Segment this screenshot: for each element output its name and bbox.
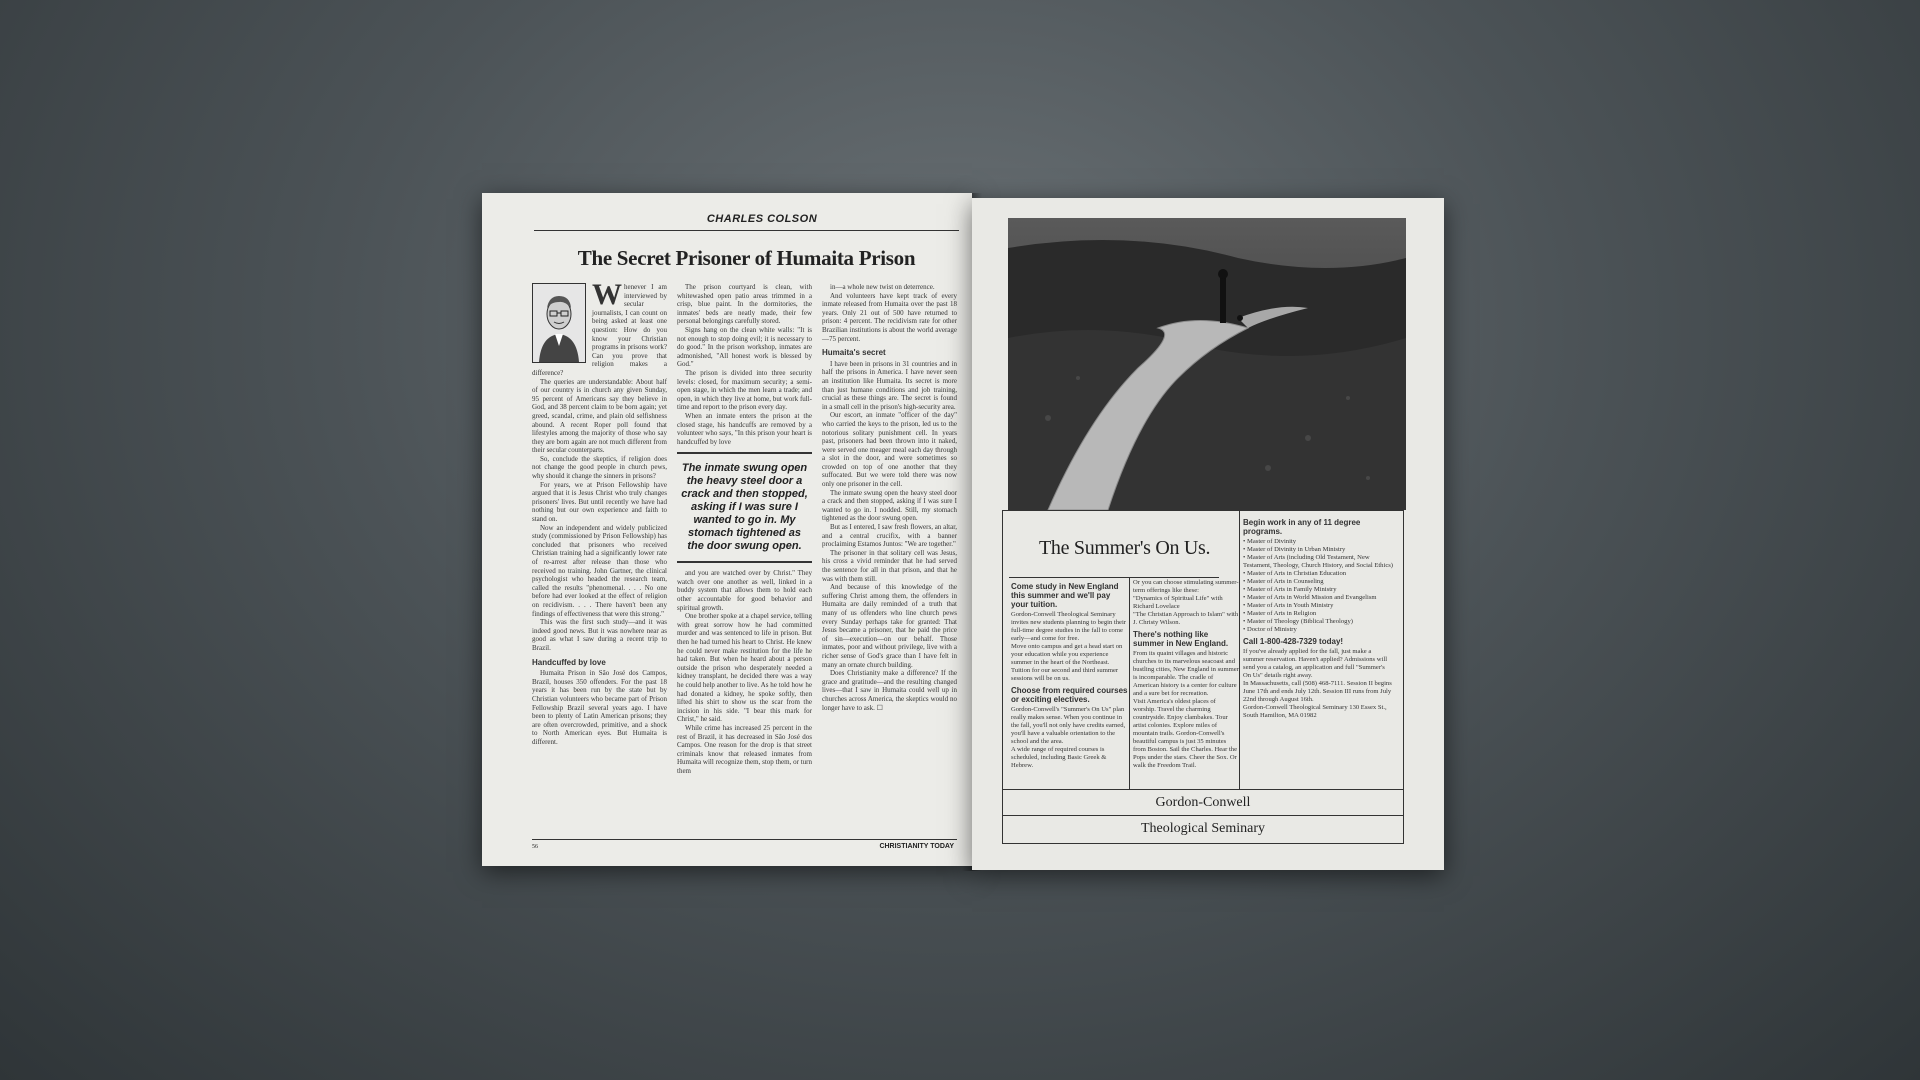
list-item: • Master of Arts in Counseling bbox=[1243, 578, 1393, 586]
article-column-3 bbox=[822, 283, 957, 712]
magazine-name: CHRISTIANITY TODAY bbox=[879, 843, 954, 850]
ad-text: Gordon-Conwell's "Summer's On Us" plan really makes sense. When you continue in the fall, you'll not only have credits earned, you'll have a valuable orientation to the school and the area. bbox=[1011, 706, 1126, 745]
ad-text: Visit America's oldest places of worship. Travel the charming countryside. Enjoy clambakes. Tour artist colonies. Explore miles of mountain trails. Gordon-Conwell's beautiful campus is just 35 minutes from Boston. Sail the Charles. Hear the Pops under the stars. Cheer the Sox. Or walk the Freedom Trail. bbox=[1133, 698, 1238, 769]
top-rule bbox=[534, 230, 959, 231]
paragraph: When an inmate enters the prison at the closed stage, his handcuffs are removed by a volunteer who says, "In this prison your heart is handcuffed by love bbox=[677, 411, 812, 446]
article-title: The Secret Prisoner of Humaita Prison bbox=[577, 246, 916, 270]
ad-subheading: There's nothing like summer in New England. bbox=[1133, 630, 1229, 648]
page-number: 56 bbox=[532, 844, 538, 850]
list-item: • Master of Arts in Religion bbox=[1243, 610, 1393, 618]
column-head: CHARLES COLSON bbox=[706, 213, 818, 225]
degree-program-list bbox=[1243, 538, 1393, 634]
paragraph: Our escort, an inmate "officer of the day" who carried the keys to the prison, led us to the notorious solitary punishment cell. In years past, prisoners had been thrown into it naked, were served one meager meal each day through a slot in the door, and were sometimes so crowded on top of one another that they suffocated. But we were told there was now only one prisoner in the cell. bbox=[822, 411, 957, 489]
paragraph: and you are watched over by Christ." They watch over one another as well, linked in a buddy system that allows them to hold each other accountable for good behavior and spiritual growth. bbox=[677, 569, 812, 612]
ad-text: A wide range of required courses is scheduled, including Basic Greek & Hebrew. bbox=[1011, 746, 1107, 769]
bottom-rule bbox=[532, 839, 957, 840]
seminary-logo-line-1: Gordon-Conwell bbox=[1003, 789, 1403, 816]
list-item: • Master of Divinity bbox=[1243, 538, 1393, 546]
paragraph: And volunteers have kept track of every inmate released from Humaita over the past 18 years. Only 21 out of 500 have returned to prison: 4 percent. The recidivism rate for other Brazilian institutions is about the world average—75 percent. bbox=[822, 291, 957, 343]
list-item: • Master of Arts in Youth Ministry bbox=[1243, 602, 1393, 610]
author-portrait bbox=[532, 283, 586, 363]
paragraph: The prisoner in that solitary cell was Jesus, his cross a vivid reminder that he had served the sentence for all in that prison, and that he was with them still. bbox=[822, 548, 957, 583]
ad-text: "The Christian Approach to Islam" with J. Christy Wilson. bbox=[1133, 611, 1239, 626]
ad-text: From its quaint villages and historic churches to its marvelous seacoast and bustling cities, New England in summer is incomparable. The cradle of American history is a center for culture and a sure bet for recreation. bbox=[1133, 650, 1239, 697]
seminary-ad bbox=[1002, 510, 1404, 844]
ad-text: Move onto campus and get a head start on your education while you experience summer in the heart of the Northeast. Tuition for our second and third summer sessions will be on us. bbox=[1011, 643, 1123, 682]
paragraph: The queries are understandable: About half of our country is in church any given Sunday, 95 percent of Americans say they believe in God, and 38 percent claim to be born again; yet greed, scandal, crime, and plain old selfishness abound. A recent Roper poll found that lifestyles among the majority of those who say they are born again are not much different from their secular counterparts. bbox=[532, 377, 667, 455]
ad-column-3 bbox=[1243, 515, 1393, 720]
paragraph: For years, we at Prison Fellowship have argued that it is Jesus Christ who truly changes prisoners' lives. But until recently we have had nothing but our own experience and faith to stand on. bbox=[532, 480, 667, 524]
ad-text: Gordon-Conwell Theological Seminary invites new students planning to begin their full-time degree studies in the fall to come early—and come for free. bbox=[1011, 611, 1127, 642]
ad-text: Or you can choose stimulating summer-term offerings like these: bbox=[1133, 579, 1239, 594]
ad-subheading: Come study in New England this summer and we'll pay your tuition. bbox=[1011, 582, 1119, 609]
list-item: • Doctor of Ministry bbox=[1243, 626, 1393, 634]
paragraph: in—a whole new twist on deterrence. bbox=[830, 283, 935, 291]
paragraph: This was the first such study—and it was indeed good news. But it was nowhere near as good as what I saw during a recent trip to Brazil. bbox=[532, 618, 667, 652]
paragraph: Does Christianity make a difference? If the grace and gratitude—and the resulting changed lives—that I saw in Humaita could well up in churches across America, the skeptics would no longer have to ask. ☐ bbox=[822, 669, 957, 712]
ad-headline: The Summer's On Us. bbox=[1039, 537, 1211, 559]
paragraph: Signs hang on the clean white walls: "It is not enough to stop doing evil; it is necessary to do good." In the prison workshop, inmates are admonished, "All honest work is blessed by God." bbox=[677, 325, 812, 369]
ad-subheading: Begin work in any of 11 degree programs. bbox=[1243, 518, 1361, 536]
ad-text: "Dynamics of Spiritual Life" with Richard Lovelace bbox=[1133, 595, 1223, 610]
boardwalk-landscape-icon bbox=[1008, 218, 1406, 510]
paragraph: So, conclude the skeptics, if religion does not change the good people in church pews, why should it change the sinners in prisons? bbox=[532, 454, 667, 481]
drop-cap: W bbox=[592, 278, 622, 311]
ad-text: In Massachusetts, call (508) 468-7111. Session II begins June 17th and ends July 12th. Session III runs from July 22nd through August 16th. bbox=[1243, 680, 1392, 703]
paragraph: And because of this knowledge of the suffering Christ among them, the offenders in Humaita are daily reminded of a truth that many of us offenders who line church pews every Sunday perhaps take for granted: That Jesus became a prisoner, that he paid the price of sin—execution—on our behalf. Those inmates, poor and without privilege, live with a richer sense of God's grace than I have felt in many an ornate church building. bbox=[822, 583, 957, 669]
paragraph: henever I am interviewed by secular journalists, I can count on being asked at least one question: How do you know your Christian programs in prisons work? Can you prove that religion makes a difference? bbox=[532, 283, 667, 377]
list-item: • Master of Theology (Biblical Theology) bbox=[1243, 618, 1393, 626]
paragraph: While crime has increased 25 percent in the rest of Brazil, it has decreased in São José dos Campos. One reason for the drop is that street criminals know that released inmates from Humaita will recognize them, stop them, or turn them bbox=[677, 723, 812, 775]
ad-headline-box bbox=[1009, 517, 1219, 578]
paragraph: The prison courtyard is clean, with whitewashed open patio areas trimmed in a crisp, blue paint. In the dormitories, the inmates' beds are neatly made, their few personal belongings carefully stored. bbox=[677, 283, 812, 326]
pull-quote: The inmate swung open the heavy steel door a crack and then stopped, asking if I was sure I wanted to go in. My stomach tightened as the door swung open. bbox=[677, 452, 812, 563]
list-item: • Master of Arts in World Mission and Evangelism bbox=[1243, 594, 1393, 602]
list-item: • Master of Arts (including Old Testament, New Testament, Theology, Church History, and Social Ethics) bbox=[1243, 554, 1393, 570]
ad-column-1 bbox=[1011, 579, 1129, 770]
subheading: Handcuffed by love bbox=[532, 657, 606, 667]
article-column-2 bbox=[677, 283, 812, 776]
list-item: • Master of Divinity in Urban Ministry bbox=[1243, 546, 1393, 554]
ad-text: If you've already applied for the fall, just make a summer reservation. Haven't applied? Admissions will send you a catalog, an application and full "Summer's On Us" details right away. bbox=[1243, 648, 1388, 679]
paragraph: The prison is divided into three security levels: closed, for maximum security; a semi-open stage, in which the men learn a trade; and open, in which they live at home, but work full-time and report to the prison every day. bbox=[677, 368, 812, 412]
ad-phone-heading: Call 1-800-428-7329 today! bbox=[1243, 637, 1344, 646]
seminary-logo-line-2: Theological Seminary bbox=[1003, 815, 1403, 842]
ad-column-2 bbox=[1133, 579, 1239, 770]
paragraph: I have been in prisons in 31 countries and in half the prisons in America. I have never seen an institution like Humaita. Its secret is more than just humane conditions and job training, crucial as these things are. The secret is found in a small cell in the prison's high-security area. bbox=[822, 359, 957, 411]
list-item: • Master of Arts in Christian Education bbox=[1243, 570, 1393, 578]
ad-subheading: Choose from required courses or exciting electives. bbox=[1011, 686, 1128, 704]
paragraph: Now an independent and widely publicized study (commissioned by Prison Fellowship) has concluded that prisoners who received Christian training had a significantly lower rate of re-arrest after release than those who received no training. John Gartner, the clinical psychologist who headed the research team, called the results "phenomenal. . . . No one before had ever looked at the effect of religion on recidivism. . . . There haven't been any findings of effectiveness that were this strong." bbox=[532, 523, 667, 618]
paragraph: But as I entered, I saw fresh flowers, an altar, and a central crucifix, with a banner proclaiming Estamos Juntos: "We are together." bbox=[822, 523, 957, 549]
ad-divider bbox=[1239, 511, 1240, 789]
list-item: • Master of Arts in Family Ministry bbox=[1243, 586, 1393, 594]
left-page bbox=[482, 193, 972, 866]
subheading: Humaita's secret bbox=[822, 348, 886, 358]
right-page bbox=[972, 198, 1444, 870]
portrait-illustration-icon bbox=[533, 284, 585, 362]
ad-address: Gordon-Conwell Theological Seminary 130 Essex St., South Hamilton, MA 01982 bbox=[1243, 704, 1387, 719]
article-column-1 bbox=[532, 278, 667, 746]
boardwalk-photo bbox=[1008, 218, 1406, 510]
ad-divider bbox=[1129, 577, 1130, 789]
paragraph: The inmate swung open the heavy steel door a crack and then stopped, asking if I was sure I wanted to go in. I nodded. Still, my stomach tightened as the door swung open. bbox=[822, 488, 957, 523]
paragraph: Humaita Prison in São José dos Campos, Brazil, houses 350 offenders. For the past 18 years it has been run by the state but by Christian volunteers who became part of Prison Fellowship Brazil several years ago. I have been to plenty of Latin American prisons; they are often overcrowded, primitive, and a shock to North American eyes. But Humaita is different. bbox=[532, 669, 667, 746]
paragraph: One brother spoke at a chapel service, telling with great sorrow how he had committed murder and was sentenced to life in prison. But then he had turned his heart to Christ. He knew he could never make restitution for the life he had taken. But when he heard about a person outside the prison who desperately needed a kidney transplant, he decided there was a way he could help another to live. As he told how he had donated a kidney, he spoke softly, then lifted his shirt to show us the scar from the incision in his side. "I bear this mark for Christ," he said. bbox=[677, 612, 812, 724]
